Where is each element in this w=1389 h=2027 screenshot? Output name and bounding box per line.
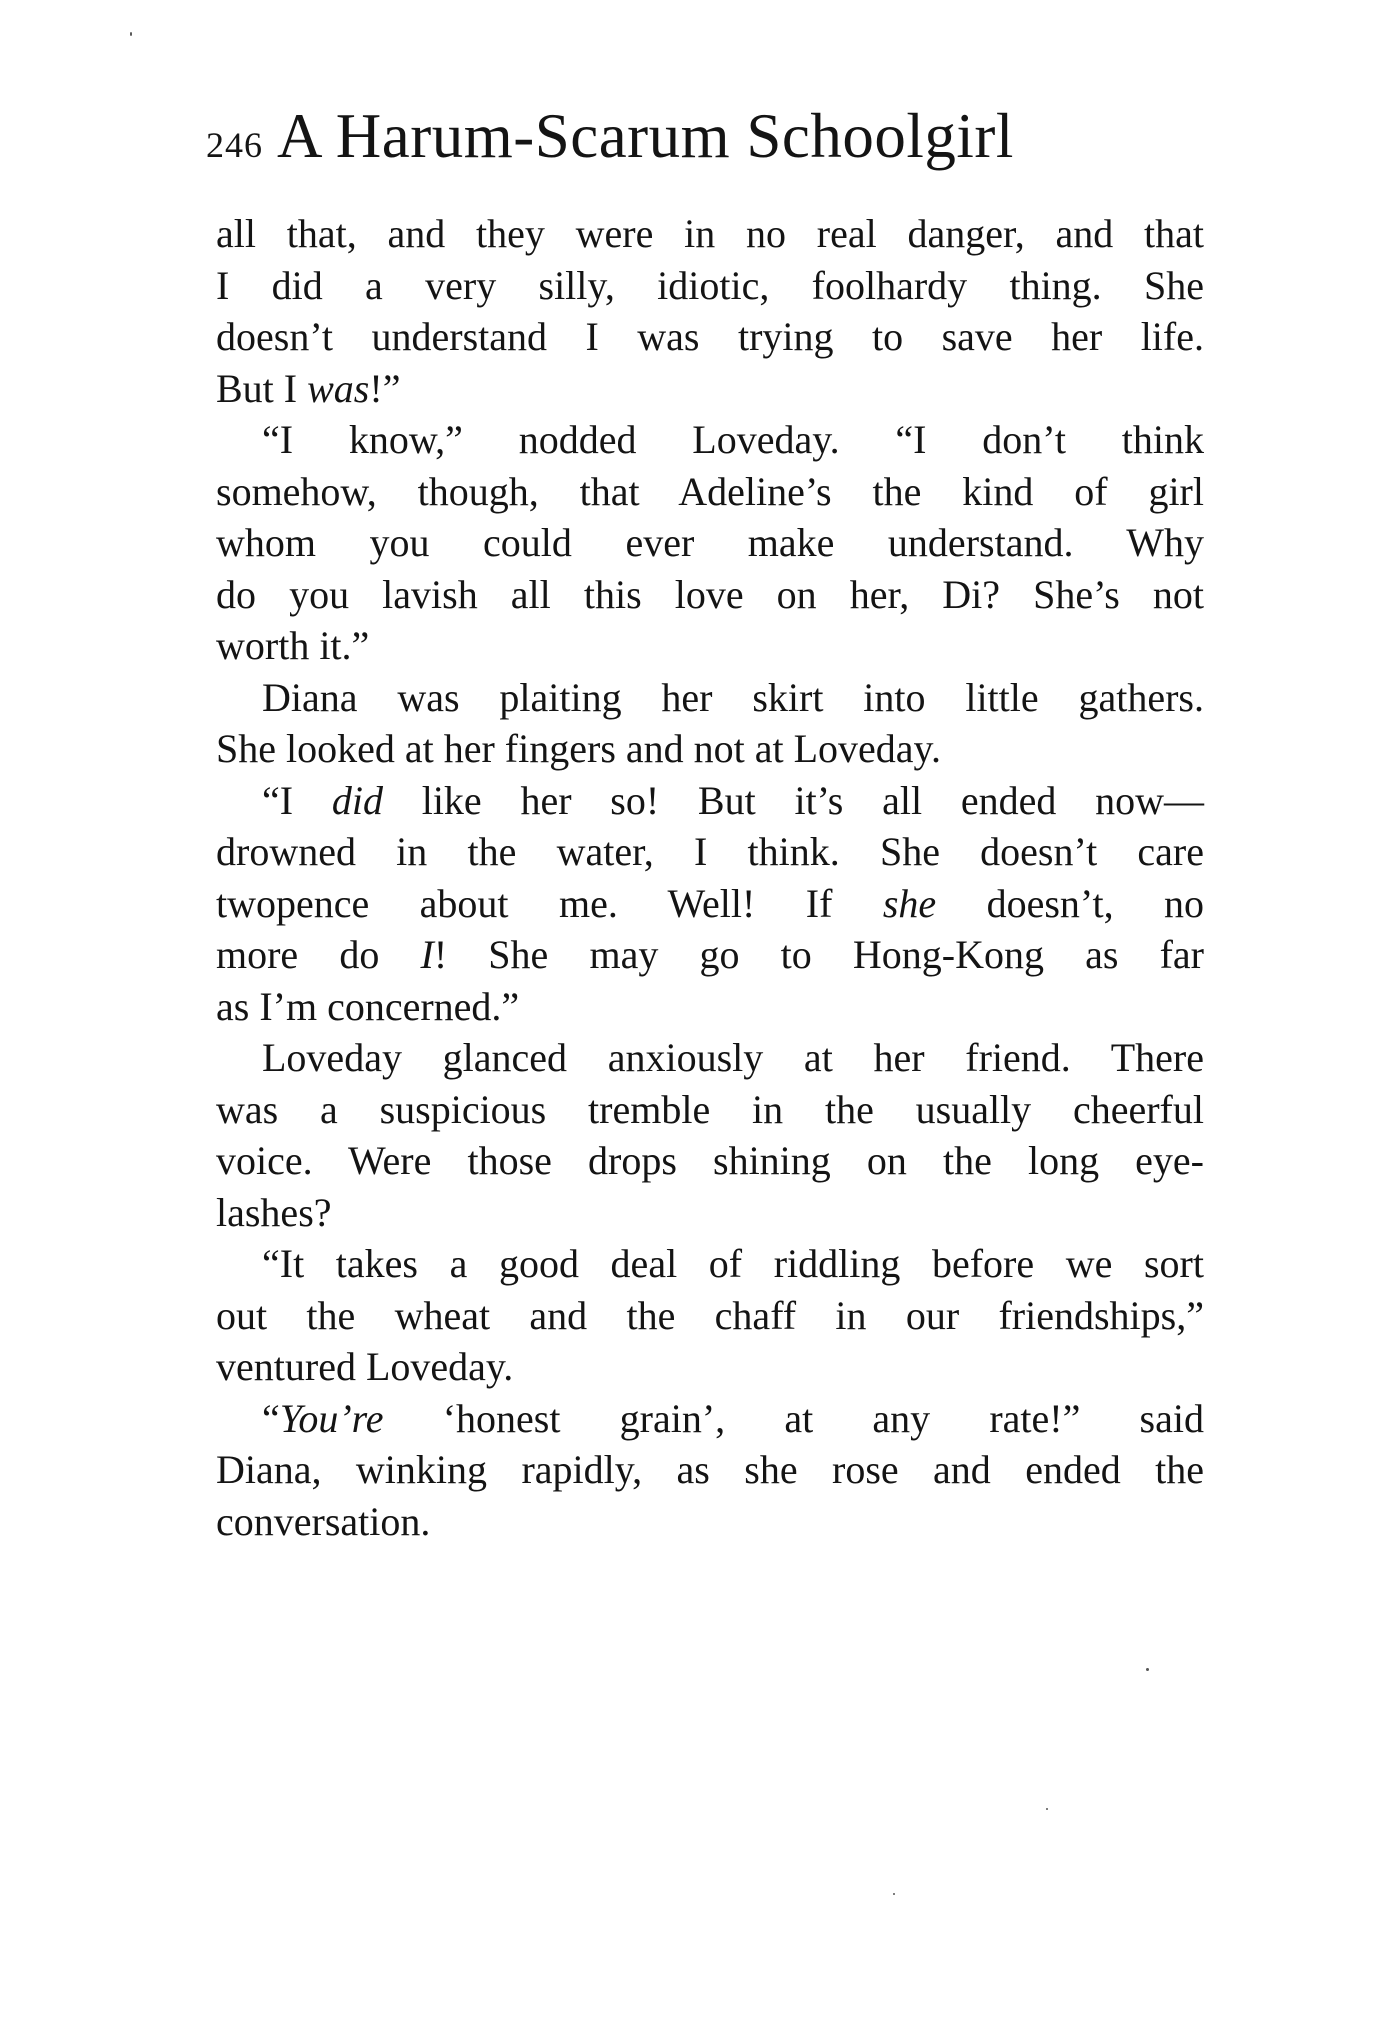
text-line: Loveday glanced anxiously at her friend. There xyxy=(262,1035,1204,1080)
italic-word: You’re xyxy=(279,1395,384,1441)
text-line: was a suspicious tremble in the usually cheerful xyxy=(216,1086,1204,1132)
text-line: out the wheat and the chaff in our friendships,” xyxy=(216,1292,1204,1338)
text-line: somehow, though, that Adeline’s the kind of girl xyxy=(216,468,1204,514)
paper-speck xyxy=(893,1893,895,1895)
text-line: “I know,” nodded Loveday. “I don’t think xyxy=(262,417,1204,462)
text-line: twopence about me. Well! If she doesn’t, no xyxy=(216,880,1205,926)
text-line: “It takes a good deal of riddling before we sort xyxy=(262,1241,1204,1286)
paper-speck xyxy=(1046,1808,1048,1810)
book-title: A Harum-Scarum Schoolgirl xyxy=(277,101,1014,171)
text-line: ventured Loveday. xyxy=(216,1344,514,1389)
text-line: Diana was plaiting her skirt into little gathers. xyxy=(262,674,1204,720)
paper-speck xyxy=(130,32,132,36)
body-text xyxy=(216,208,1204,1547)
text-line: all that, and they were in no real danger, and that xyxy=(216,211,1204,256)
running-head xyxy=(206,100,1206,173)
text-line: But I was!” xyxy=(216,365,401,411)
text-line: I did a very silly, idiotic, foolhardy thing. She xyxy=(216,262,1204,308)
italic-word: she xyxy=(882,880,937,926)
text-line: voice. Were those drops shining on the long eye- xyxy=(216,1138,1204,1183)
italic-word: was xyxy=(307,365,370,411)
text-line: drowned in the water, I think. She doesn’t care xyxy=(216,829,1204,874)
text-line: do you lavish all this love on her, Di? She’s not xyxy=(216,571,1204,617)
paper-speck xyxy=(1146,1668,1149,1671)
page-number: 246 xyxy=(206,125,263,165)
text-line: as I’m concerned.” xyxy=(216,983,520,1029)
text-line: “You’re ‘honest grain’, at any rate!” said xyxy=(262,1395,1204,1441)
text-line: conversation. xyxy=(216,1498,431,1544)
text-line: lashes? xyxy=(216,1189,332,1235)
text-line: She looked at her fingers and not at Loveday. xyxy=(216,726,941,771)
italic-word: did xyxy=(331,777,383,823)
text-line: “I did like her so! But it’s all ended now— xyxy=(262,777,1204,823)
text-line: more do I! She may go to Hong-Kong as far xyxy=(216,932,1205,977)
text-line: whom you could ever make understand. Why xyxy=(216,520,1204,565)
italic-word: I xyxy=(420,932,434,977)
text-line: doesn’t understand I was trying to save her life. xyxy=(216,314,1204,359)
text-line: worth it.” xyxy=(216,623,370,668)
text-line: Diana, winking rapidly, as she rose and ended the xyxy=(216,1447,1204,1492)
